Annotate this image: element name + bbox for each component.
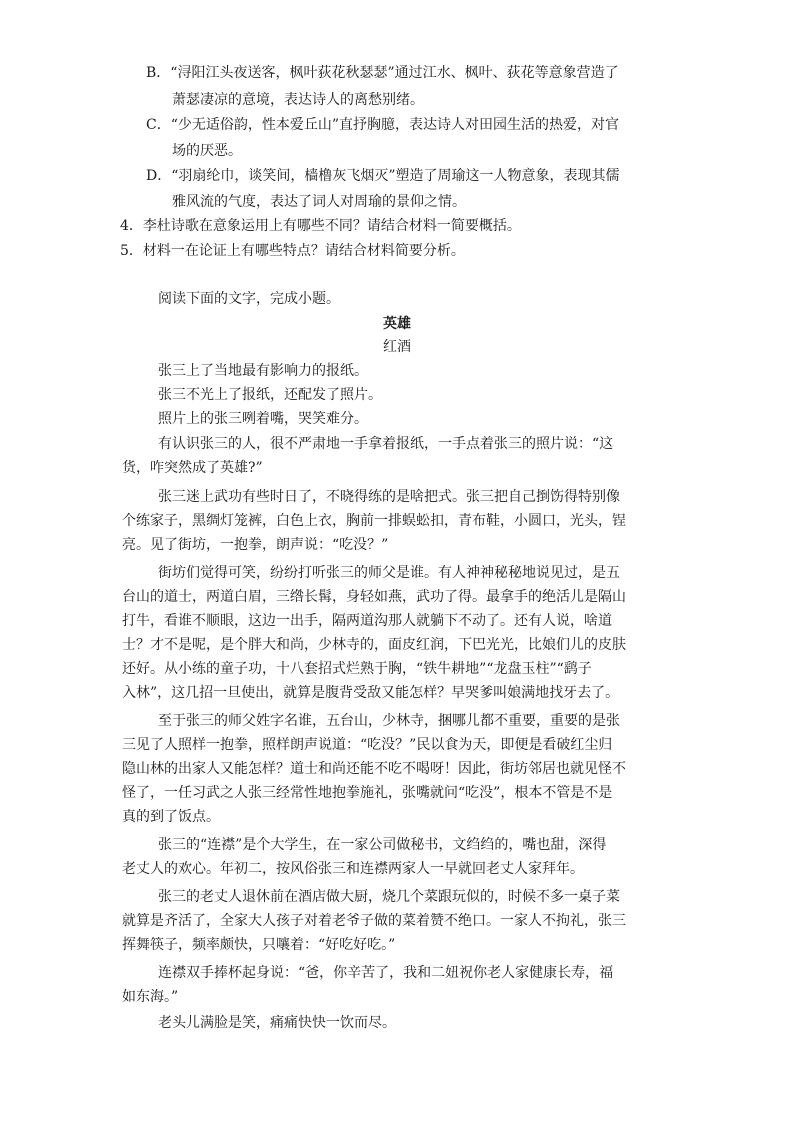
paragraph-9-line: 挥舞筷子，频率颇快，只嚷着：“好吃好吃。”	[122, 937, 396, 953]
paragraph-1: 张三上了当地最有影响力的报纸。	[158, 363, 368, 379]
paragraph-10-line: 如东海。”	[122, 989, 179, 1005]
paragraph-7-line: 至于张三的师父姓字名谁，五台山，少林寺，捆哪儿都不重要，重要的是张	[158, 713, 620, 729]
paragraph-9-line: 就算是齐活了，全家大人孩子对着老爷子做的菜着赞不绝口。一家人不拘礼，张三	[122, 913, 626, 929]
paragraph-8-line: 张三的“连襟”是个大学生，在一家公司做秘书，文绉绉的，嘴也甜，深得	[158, 837, 607, 853]
paragraph-3: 照片上的张三咧着嘴，哭笑难分。	[158, 411, 368, 427]
option-d-line-2: 雅风流的气度，表达了词人对周瑜的景仰之情。	[172, 194, 466, 210]
option-c-line-1: C．“少无适俗韵，性本爱丘山”直抒胸臆，表达诗人对田园生活的热爱，对官	[146, 117, 620, 133]
paragraph-5-line: 个练家子，黑绸灯笼裤，白色上衣，胸前一排蜈蚣扣，青布鞋，小圆口，光头，锃	[122, 513, 626, 529]
option-c-line-2: 场的厌恶。	[172, 143, 242, 159]
paragraph-5-line: 张三迷上武功有些时日了，不晓得练的是啥把式。张三把自己捯饬得特别像	[158, 489, 620, 505]
paragraph-6-line: 台山的道士，两道白眉，三绺长髯，身轻如燕，武功了得。最拿手的绝活儿是隔山	[122, 589, 626, 605]
paragraph-5-line: 亮。见了街坊，一抱拳，朗声说：“吃没？”	[122, 537, 389, 553]
paragraph-11: 老头儿满脸是笑，痛痛快快一饮而尽。	[158, 1015, 396, 1031]
paragraph-8-line: 老丈人的欢心。年初二，按风俗张三和连襟两家人一早就回老丈人家拜年。	[122, 861, 584, 877]
option-b-line-2: 萧瑟凄凉的意境，表达诗人的离愁别绪。	[172, 92, 424, 108]
paragraph-7-line: 怪了，一任习武之人张三经常性地抱拳施礼，张嘴就问“吃没”，根本不管是不是	[122, 785, 613, 801]
question-5: 5．材料一在论证上有哪些特点？请结合材料简要分析。	[120, 243, 465, 259]
paragraph-6-line: 士？才不是呢，是个胖大和尚，少林寺的，面皮红润，下巴光光，比娘们儿的皮肤	[122, 637, 626, 653]
paragraph-7-line: 真的到了饭点。	[122, 809, 220, 825]
reading-instruction: 阅读下面的文字，完成小题。	[158, 291, 340, 307]
paragraph-2: 张三不光上了报纸，还配发了照片。	[158, 387, 382, 403]
question-4: 4．李杜诗歌在意象运用上有哪些不同？请结合材料一简要概括。	[120, 218, 521, 234]
paragraph-4-line: 货，咋突然成了英雄?”	[122, 460, 263, 476]
option-b-line-1: B．“浔阳江头夜送客，枫叶荻花秋瑟瑟”通过江水、枫叶、荻花等意象营造了	[146, 65, 619, 81]
paragraph-4-line: 有认识张三的人，很不严肃地一手拿着报纸，一手点着张三的照片说：“这	[158, 436, 614, 452]
paragraph-9-line: 张三的老丈人退休前在酒店做大厨，烧几个菜跟玩似的，时候不多一桌子菜	[158, 889, 620, 905]
paragraph-6-line: 街坊们觉得可笑，纷纷打听张三的师父是谁。有人神神秘秘地说见过，是五	[158, 565, 620, 581]
paragraph-7-line: 隐山林的出家人又能怎样？道士和尚还能不吃不喝呀！因此，街坊邻居也就见怪不	[122, 761, 626, 777]
story-author: 红酒	[383, 339, 411, 355]
paragraph-7-line: 三见了人照样一抱拳，照样朗声说道：“吃没？”民以食为天，即便是看破红尘归	[122, 737, 613, 753]
paragraph-10-line: 连襟双手捧杯起身说：“爸，你辛苦了，我和二妞祝你老人家健康长寿，福	[158, 965, 614, 981]
paragraph-6-line: 打牛，看谁不顺眼，这边一出手，隔两道沟那人就躺下不动了。还有人说，啥道	[122, 613, 612, 629]
story-title: 英雄	[383, 316, 411, 332]
option-d-line-1: D．“羽扇纶巾，谈笑间，樯橹灰飞烟灭”塑造了周瑜这一人物意象，表现其儒	[146, 168, 620, 184]
paragraph-6-line: 还好。从小练的童子功，十八套招式烂熟于胸，“铁牛耕地”“龙盘玉柱”“鹞子	[122, 661, 592, 677]
paragraph-6-line: 入林”，这几招一旦使出，就算是腹背受敌又能怎样？早哭爹叫娘满地找牙去了。	[122, 685, 620, 701]
